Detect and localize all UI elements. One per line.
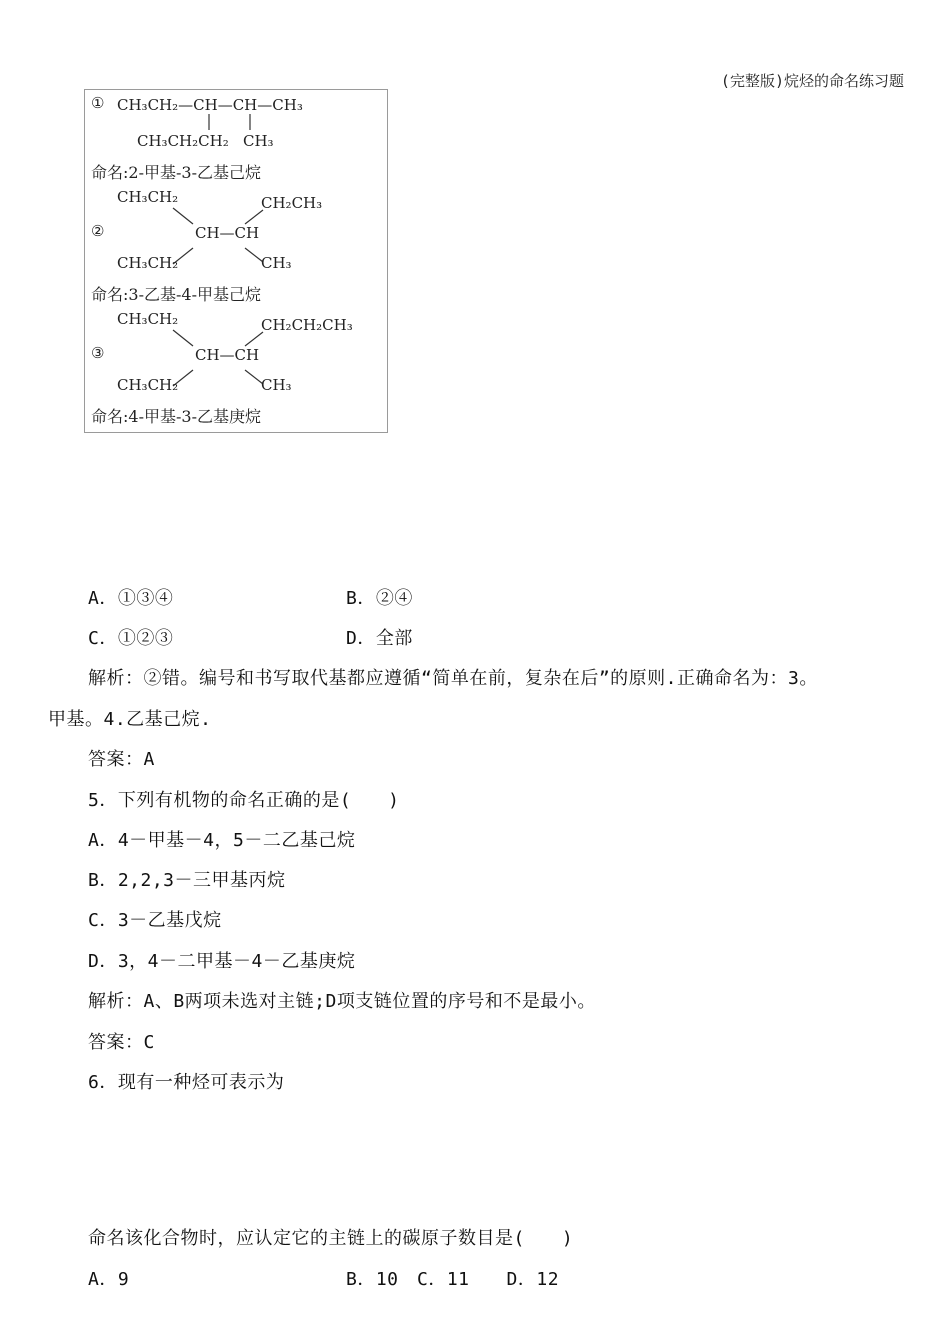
structure-3-center: CH—CH xyxy=(195,346,260,364)
q5-option-a: A．4－甲基－4，5－二乙基己烷 xyxy=(88,830,356,851)
q4-answer: 答案：A xyxy=(88,749,155,770)
structure-1-main-chain: CH₃CH₂—CH—CH—CH₃ xyxy=(117,96,303,114)
q6-options-bcd: B．10 C．11 D．12 xyxy=(346,1269,560,1290)
structure-3-top-right: CH₂CH₂CH₃ xyxy=(261,316,353,334)
q5-option-b: B．2,2,3－三甲基丙烷 xyxy=(88,870,286,891)
structure-2-top-right: CH₂CH₃ xyxy=(261,194,323,212)
bond-line xyxy=(245,332,263,346)
structure-1-number: ① xyxy=(91,94,105,112)
bond-line xyxy=(245,210,263,224)
bond-line xyxy=(173,330,193,346)
page-header-title: (完整版)烷烃的命名练习题 xyxy=(720,72,904,90)
structure-2-bottom-left: CH₃CH₂ xyxy=(117,254,179,272)
q4-analysis-line-1: 解析：②错。编号和书写取代基都应遵循“简单在前，复杂在后”的原则.正确命名为：3。 xyxy=(88,668,818,689)
structure-2-number: ② xyxy=(91,222,105,240)
q5-analysis: 解析：A、B两项未选对主链;D项支链位置的序号和不是最小。 xyxy=(88,991,596,1012)
structure-1-branch-propyl: CH₃CH₂CH₂ xyxy=(137,132,229,150)
q5-stem: 5．下列有机物的命名正确的是( ) xyxy=(88,790,400,811)
q5-answer: 答案：C xyxy=(88,1032,155,1053)
q5-option-d: D．3，4－二甲基－4－乙基庚烷 xyxy=(88,951,356,972)
q6-question: 命名该化合物时，应认定它的主链上的碳原子数目是( ) xyxy=(88,1228,574,1249)
structure-1-name: 命名:2-甲基-3-乙基己烷 xyxy=(91,163,261,182)
structure-figure xyxy=(84,89,388,433)
structure-3-bottom-left: CH₃CH₂ xyxy=(117,376,179,394)
bond-line xyxy=(173,208,193,224)
q4-option-a: A．①③④ xyxy=(88,588,174,609)
structure-1-branch-methyl: CH₃ xyxy=(243,132,274,150)
structure-2-name: 命名:3-乙基-4-甲基己烷 xyxy=(91,285,261,304)
q6-option-a: A．9 xyxy=(88,1269,130,1290)
q4-analysis-line-2: 甲基。4.乙基己烷. xyxy=(48,709,212,730)
structure-3-bottom-right: CH₃ xyxy=(261,376,292,394)
q4-option-d: D．全部 xyxy=(346,628,413,649)
structure-3-name: 命名:4-甲基-3-乙基庚烷 xyxy=(91,407,261,426)
structure-3-number: ③ xyxy=(91,344,105,362)
q4-option-c: C．①②③ xyxy=(88,628,174,649)
structure-2-top-left: CH₃CH₂ xyxy=(117,188,179,206)
structure-2-bottom-right: CH₃ xyxy=(261,254,292,272)
q4-option-b: B．②④ xyxy=(346,588,413,609)
q6-stem: 6．现有一种烃可表示为 xyxy=(88,1072,285,1093)
structure-3-top-left: CH₃CH₂ xyxy=(117,310,179,328)
q5-option-c: C．3－乙基戊烷 xyxy=(88,910,222,931)
structure-2-center: CH—CH xyxy=(195,224,260,242)
